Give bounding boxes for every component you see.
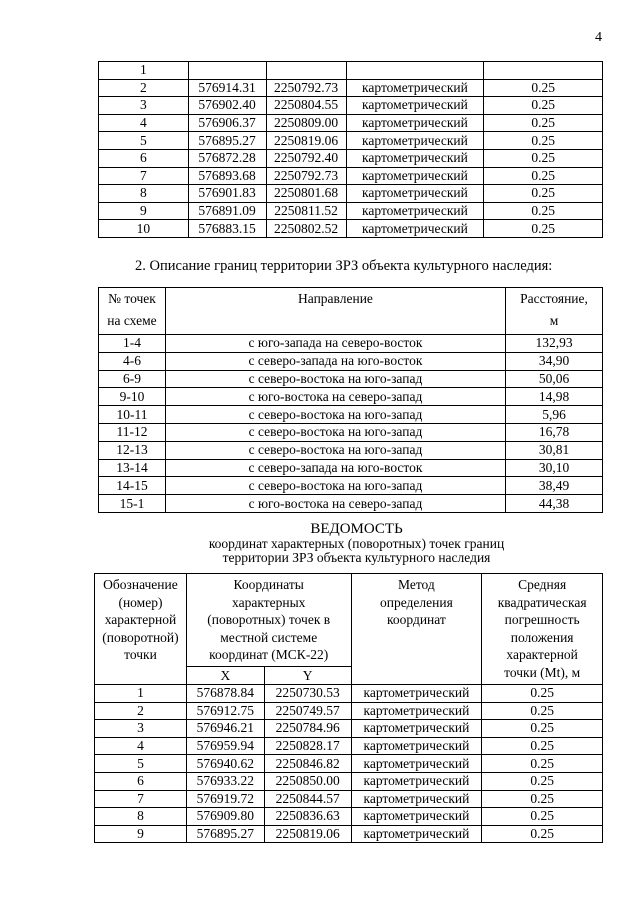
table-cell: 6 <box>95 772 187 790</box>
table-cell: 2250804.55 <box>266 97 346 115</box>
table-cell: 2 <box>95 702 187 720</box>
table-row <box>95 702 603 720</box>
table-cell: 8 <box>95 808 187 826</box>
table-cell: 0.25 <box>484 167 603 185</box>
header-method <box>351 574 482 685</box>
boundary-description-table <box>98 287 603 513</box>
table-cell: 9 <box>99 202 189 220</box>
table-cell: картометрический <box>346 149 484 167</box>
table-cell <box>188 62 266 80</box>
table-cell: 2250836.63 <box>264 808 351 826</box>
table-cell: 132,93 <box>506 335 603 353</box>
table-cell: 0.25 <box>484 79 603 97</box>
header-line: Координаты <box>233 577 304 592</box>
table-cell: 576895.27 <box>186 825 264 843</box>
table-cell: 44,38 <box>506 495 603 513</box>
table-cell: 2250844.57 <box>264 790 351 808</box>
table-cell: картометрический <box>346 202 484 220</box>
header-x: X <box>186 667 264 685</box>
table-cell: 0.25 <box>484 202 603 220</box>
page-number: 4 <box>595 30 602 45</box>
table-cell: 4-6 <box>99 352 166 370</box>
table-cell: с юго-востока на северо-запад <box>165 495 505 513</box>
table-cell: 0.25 <box>482 702 603 720</box>
table-cell: с юго-запада на северо-восток <box>165 335 505 353</box>
table-cell: 12-13 <box>99 441 166 459</box>
table-cell: 10 <box>99 220 189 238</box>
table-cell: 38,49 <box>506 477 603 495</box>
header-line: (номер) <box>118 594 163 610</box>
table-cell: 5 <box>99 132 189 150</box>
header-line: (поворотной) <box>102 629 179 645</box>
header-direction <box>165 288 505 335</box>
table-cell: 0.25 <box>482 808 603 826</box>
header-line: характерной <box>506 647 578 662</box>
table-cell <box>266 62 346 80</box>
table-row <box>99 423 603 441</box>
table-cell: 576946.21 <box>186 720 264 738</box>
header-line: положения <box>510 629 574 645</box>
table-cell: 9 <box>95 825 187 843</box>
section2-heading: 2. Описание границ территории ЗРЗ объекта культурного наследия: <box>135 258 553 274</box>
table-cell: 576914.31 <box>188 79 266 97</box>
table-cell: с северо-востока на юго-запад <box>165 423 505 441</box>
table-cell: 2250802.52 <box>266 220 346 238</box>
table-cell: с северо-востока на юго-запад <box>165 441 505 459</box>
table-cell: 576959.94 <box>186 737 264 755</box>
table-header-row <box>99 288 603 335</box>
table-cell: картометрический <box>351 790 482 808</box>
header-line: погрешность <box>504 612 580 627</box>
table-cell: 13-14 <box>99 459 166 477</box>
table-cell: 5 <box>95 755 187 773</box>
table-cell: картометрический <box>346 79 484 97</box>
table-cell: 7 <box>99 167 189 185</box>
header-line: точки <box>124 647 157 662</box>
header-line: местной системе <box>220 629 318 645</box>
header-line: определения <box>380 594 453 610</box>
header-points-line1: № точек <box>108 291 156 306</box>
table-row <box>95 755 603 773</box>
table-cell: картометрический <box>351 685 482 703</box>
table-row <box>99 149 603 167</box>
table-cell: картометрический <box>346 220 484 238</box>
table-cell: 5,96 <box>506 406 603 424</box>
table-cell: 8 <box>99 185 189 203</box>
table-cell: 14,98 <box>506 388 603 406</box>
table-cell: 0.25 <box>484 114 603 132</box>
table-row <box>95 737 603 755</box>
table-cell: 576883.15 <box>188 220 266 238</box>
table-cell: с северо-запада на юго-восток <box>165 459 505 477</box>
header-distance-line1: Расстояние, <box>520 291 588 306</box>
table-row <box>99 406 603 424</box>
header-points-line2: на схеме <box>107 313 157 328</box>
table-row <box>95 825 603 843</box>
table-cell: с юго-востока на северо-запад <box>165 388 505 406</box>
table-cell: с северо-востока на юго-запад <box>165 406 505 424</box>
table-row <box>99 459 603 477</box>
table-cell: 30,10 <box>506 459 603 477</box>
header-line: Обозначение <box>103 577 178 592</box>
table-cell <box>484 62 603 80</box>
table-cell: 0.25 <box>484 97 603 115</box>
table-cell: 0.25 <box>484 149 603 167</box>
header-points <box>99 288 166 335</box>
table-cell: 576872.28 <box>188 149 266 167</box>
table-cell: с северо-запада на юго-восток <box>165 352 505 370</box>
header-point-designation <box>95 574 187 685</box>
table-cell: 30,81 <box>506 441 603 459</box>
table-cell <box>346 62 484 80</box>
table-row <box>99 114 603 132</box>
table-row <box>99 352 603 370</box>
table-cell: 11-12 <box>99 423 166 441</box>
table-cell: 6-9 <box>99 370 166 388</box>
table-cell: 4 <box>95 737 187 755</box>
table-row <box>99 167 603 185</box>
table-cell: 2250792.73 <box>266 79 346 97</box>
table-row <box>99 132 603 150</box>
table-cell: 1 <box>95 685 187 703</box>
table-cell: 2250819.06 <box>264 825 351 843</box>
table-cell: 7 <box>95 790 187 808</box>
table-row <box>95 808 603 826</box>
header-line: Средняя <box>518 577 567 592</box>
table-row <box>99 97 603 115</box>
table-row <box>99 477 603 495</box>
table-header-row <box>95 574 603 667</box>
table-cell: 2 <box>99 79 189 97</box>
table-cell: 2250809.00 <box>266 114 346 132</box>
table-cell: 576912.75 <box>186 702 264 720</box>
table-cell: 576901.83 <box>188 185 266 203</box>
header-distance <box>506 288 603 335</box>
header-error <box>482 574 603 685</box>
header-y: Y <box>264 667 351 685</box>
table-cell: 576902.40 <box>188 97 266 115</box>
table-cell: 2250792.40 <box>266 149 346 167</box>
table-cell: картометрический <box>351 755 482 773</box>
table-cell: с северо-востока на юго-запад <box>165 477 505 495</box>
table-cell: 0.25 <box>482 737 603 755</box>
header-line: характерных <box>232 594 306 610</box>
table-cell: картометрический <box>346 114 484 132</box>
table-cell: 0.25 <box>484 185 603 203</box>
table-cell: 2250749.57 <box>264 702 351 720</box>
table-cell: 16,78 <box>506 423 603 441</box>
table-cell: 2250784.96 <box>264 720 351 738</box>
table-cell: 576878.84 <box>186 685 264 703</box>
table-cell: 2250846.82 <box>264 755 351 773</box>
coordinates-table-continuation <box>98 61 603 238</box>
vedomost-title: ВЕДОМОСТЬ <box>310 521 403 537</box>
table-cell: картометрический <box>346 97 484 115</box>
vedomost-subtitle-line1: координат характерных (поворотных) точек границ <box>208 536 505 551</box>
header-line: точки (Mt), м <box>504 664 581 680</box>
table-cell: 2250850.00 <box>264 772 351 790</box>
table-cell: 0.25 <box>482 825 603 843</box>
table-cell: 0.25 <box>482 772 603 790</box>
table-cell: 4 <box>99 114 189 132</box>
table-cell: 576909.80 <box>186 808 264 826</box>
table-row <box>95 720 603 738</box>
table-cell: 2250730.53 <box>264 685 351 703</box>
table-cell: 34,90 <box>506 352 603 370</box>
table-cell: картометрический <box>351 808 482 826</box>
header-distance-line2: м <box>549 313 559 328</box>
table-row <box>99 370 603 388</box>
table-cell: 10-11 <box>99 406 166 424</box>
header-line: координат <box>387 612 446 627</box>
table-cell: 0.25 <box>482 685 603 703</box>
table-cell: картометрический <box>351 772 482 790</box>
table-cell: картометрический <box>346 185 484 203</box>
table-cell: 6 <box>99 149 189 167</box>
table-row <box>99 185 603 203</box>
table-cell: 0.25 <box>482 790 603 808</box>
table-cell: 2250801.68 <box>266 185 346 203</box>
table-cell: 576940.62 <box>186 755 264 773</box>
header-line: характерной <box>104 612 177 627</box>
table-cell: 0.25 <box>482 720 603 738</box>
table-cell: 0.25 <box>482 755 603 773</box>
table-cell: 576895.27 <box>188 132 266 150</box>
table-cell: 0.25 <box>484 132 603 150</box>
table-row <box>99 495 603 513</box>
table-cell: 2250828.17 <box>264 737 351 755</box>
table-cell: 1-4 <box>99 335 166 353</box>
table-row <box>99 79 603 97</box>
table-cell: картометрический <box>346 167 484 185</box>
table-cell: 1 <box>99 62 189 80</box>
table-cell: 2250811.52 <box>266 202 346 220</box>
table-cell: 9-10 <box>99 388 166 406</box>
table-cell: картометрический <box>351 825 482 843</box>
table-row <box>99 220 603 238</box>
vedomost-coordinates-table <box>94 573 603 843</box>
table-cell: картометрический <box>351 702 482 720</box>
header-line: Метод <box>398 577 435 592</box>
header-coordinates <box>186 574 351 667</box>
table-row <box>99 441 603 459</box>
table-row <box>99 335 603 353</box>
table-cell: картометрический <box>351 737 482 755</box>
table-cell: 0.25 <box>484 220 603 238</box>
table-row <box>95 790 603 808</box>
table-cell: 576919.72 <box>186 790 264 808</box>
table-cell: 576906.37 <box>188 114 266 132</box>
table-cell: 2250819.06 <box>266 132 346 150</box>
table-cell: картометрический <box>346 132 484 150</box>
table-cell: 50,06 <box>506 370 603 388</box>
table-cell: 3 <box>99 97 189 115</box>
table-cell: 576893.68 <box>188 167 266 185</box>
header-direction-label: Направление <box>298 291 373 306</box>
table-cell: 576891.09 <box>188 202 266 220</box>
table-row <box>95 772 603 790</box>
table-cell: 15-1 <box>99 495 166 513</box>
table-cell: 2250792.73 <box>266 167 346 185</box>
table-cell: 14-15 <box>99 477 166 495</box>
table-row <box>99 202 603 220</box>
table-cell: 3 <box>95 720 187 738</box>
table-row <box>95 685 603 703</box>
table-cell: 576933.22 <box>186 772 264 790</box>
table-row <box>99 62 603 80</box>
header-line: квадратическая <box>497 594 587 610</box>
table-cell: картометрический <box>351 720 482 738</box>
table-row <box>99 388 603 406</box>
table-cell: с северо-востока на юго-запад <box>165 370 505 388</box>
vedomost-subtitle-line2: территории ЗРЗ объекта культурного наследия <box>222 550 491 565</box>
header-line: координат (МСК-22) <box>209 647 329 662</box>
header-line: (поворотных) точек в <box>207 612 331 627</box>
